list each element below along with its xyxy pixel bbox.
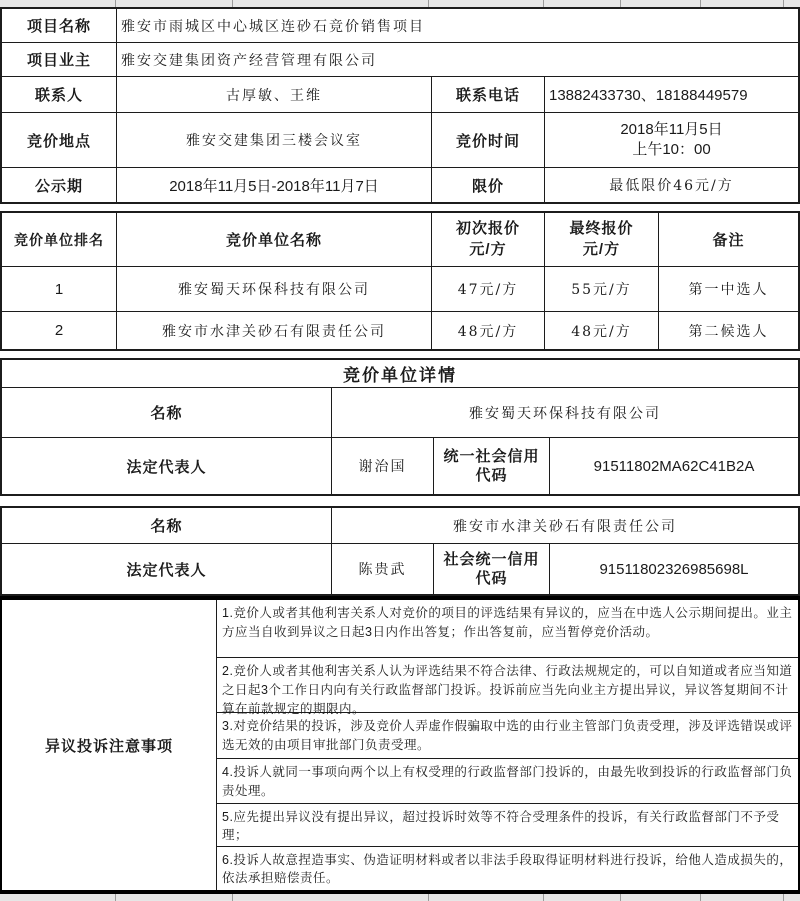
col-final-price-header bbox=[545, 213, 659, 266]
company-1-rep-row bbox=[2, 438, 798, 494]
company-2-rep-label: 法定代表人 bbox=[2, 544, 332, 594]
company-2-name-value: 雅安市水津关砂石有限责任公司 bbox=[453, 518, 677, 535]
spreadsheet-bottom-edge bbox=[0, 894, 800, 901]
limit-value: 最低限价46元/方 bbox=[609, 178, 734, 194]
gridline-tick bbox=[700, 894, 701, 901]
location-value: 雅安交建集团三楼会议室 bbox=[117, 113, 432, 167]
col-final-price-line2: 元/方 bbox=[582, 240, 621, 258]
spreadsheet-top-edge bbox=[0, 0, 800, 7]
bidder-details-table-1 bbox=[0, 358, 800, 496]
company-2-code-label: 社会统一信用代码 bbox=[434, 544, 550, 594]
notice-item-3: 3.对竞价结果的投诉，涉及竞价人弄虚作假骗取中选的由行业主管部门负责受理，涉及评选错误或评选无效的由项目审批部门负责受理。 bbox=[217, 713, 798, 759]
bidder-1-remark: 第一中选人 bbox=[688, 282, 769, 298]
publicity-limit-row bbox=[2, 168, 798, 202]
details-title-row bbox=[2, 360, 798, 388]
gridline-tick bbox=[428, 894, 429, 901]
bidder-2-final-price: 48元/方 bbox=[545, 312, 659, 349]
notice-item-5: 5.应先提出异议没有提出异议，超过投诉时效等不符合受理条件的投诉，有关行政监督部门不予受理； bbox=[217, 804, 798, 847]
col-name-header: 竞价单位名称 bbox=[117, 213, 432, 266]
col-first-price-line2: 元/方 bbox=[469, 240, 507, 258]
gridline-tick bbox=[783, 894, 784, 901]
project-name-value: 雅安市雨城区中心城区连砂石竞价销售项目 bbox=[121, 18, 425, 35]
gridline-tick bbox=[543, 0, 544, 7]
project-owner-row bbox=[2, 43, 798, 77]
contact-label: 联系人 bbox=[2, 77, 117, 112]
col-first-price-header bbox=[432, 213, 545, 266]
bidder-2-remark: 第二候选人 bbox=[688, 323, 769, 340]
project-info-table bbox=[0, 7, 800, 204]
company-1-name-label: 名称 bbox=[2, 388, 332, 437]
bidder-1-final-price: 55元/方 bbox=[545, 267, 659, 311]
gridline-tick bbox=[620, 894, 621, 901]
gridline-tick bbox=[115, 894, 116, 901]
company-2-name-label: 名称 bbox=[2, 508, 332, 543]
bidder-1-rank: 1 bbox=[2, 267, 117, 311]
limit-label: 限价 bbox=[432, 168, 545, 202]
gridline-tick bbox=[543, 894, 544, 901]
company-1-rep-value: 谢治国 bbox=[332, 438, 434, 494]
bidder-ranking-table bbox=[0, 211, 800, 351]
bidder-row-2 bbox=[2, 312, 798, 349]
notice-item-6: 6.投诉人故意捏造事实、伪造证明材料或者以非法手段取得证明材料进行投诉，给他人造成损失的，依法承担赔偿责任。 bbox=[222, 852, 793, 886]
time-hour: 上午10：00 bbox=[632, 141, 711, 158]
bidder-1-first-price: 47元/方 bbox=[432, 267, 545, 311]
time-value bbox=[545, 113, 798, 167]
company-2-code-value: 91511802326985698L bbox=[599, 560, 749, 578]
location-time-row bbox=[2, 113, 798, 168]
phone-value: 13882433730、18188449579 bbox=[549, 87, 748, 104]
notices-label: 异议投诉注意事项 bbox=[2, 600, 217, 890]
section-gap bbox=[0, 351, 800, 358]
bidder-2-name: 雅安市水津关砂石有限责任公司 bbox=[117, 312, 432, 349]
col-first-price-line1: 初次报价 bbox=[455, 220, 520, 238]
company-1-rep-label: 法定代表人 bbox=[2, 438, 332, 494]
gridline-tick bbox=[700, 0, 701, 7]
gridline-tick bbox=[428, 0, 429, 7]
bidder-2-rank: 2 bbox=[2, 312, 117, 349]
bidder-1-name: 雅安蜀天环保科技有限公司 bbox=[117, 267, 432, 311]
time-date: 2018年11月5日 bbox=[620, 120, 723, 138]
company-2-name-row bbox=[2, 508, 798, 544]
gridline-tick bbox=[232, 894, 233, 901]
time-label: 竞价时间 bbox=[432, 113, 545, 167]
col-remark-header: 备注 bbox=[712, 232, 745, 249]
company-2-rep-row bbox=[2, 544, 798, 594]
col-final-price-line1: 最终报价 bbox=[569, 220, 634, 238]
gridline-tick bbox=[115, 0, 116, 7]
publicity-label: 公示期 bbox=[2, 168, 117, 202]
notices-section bbox=[0, 596, 800, 894]
bidder-table-header-row bbox=[2, 213, 798, 267]
contact-row bbox=[2, 77, 798, 113]
col-rank-header: 竞价单位排名 bbox=[2, 213, 117, 266]
project-name-row bbox=[2, 9, 798, 43]
location-label: 竞价地点 bbox=[2, 113, 117, 167]
phone-label: 联系电话 bbox=[432, 77, 545, 112]
notices-body bbox=[217, 600, 798, 890]
notice-item-1: 1.竞价人或者其他利害关系人对竞价的项目的评选结果有异议的，应当在中选人公示期间提出。业主方应当自收到异议之日起3日内作出答复；作出答复前，应当暂停竞价活动。 bbox=[217, 600, 798, 658]
gridline-tick bbox=[783, 0, 784, 7]
section-gap bbox=[0, 204, 800, 211]
project-owner-value: 雅安交建集团资产经营管理有限公司 bbox=[121, 52, 377, 69]
company-1-name-row bbox=[2, 388, 798, 438]
contact-value: 古厚敏、王维 bbox=[117, 77, 432, 112]
publicity-value: 2018年11月5日-2018年11月7日 bbox=[117, 168, 432, 202]
bidder-details-table-2 bbox=[0, 506, 800, 596]
bidder-row-1 bbox=[2, 267, 798, 312]
notice-item-2: 2.竞价人或者其他利害关系人认为评选结果不符合法律、行政法规规定的，可以自知道或者应当知道之日起3个工作日内向有关行政监督部门投诉。投诉前应当先向业主方提出异议，异议答复期间不计算在前款规定的期限内。 bbox=[217, 658, 798, 713]
details-title: 竞价单位详情 bbox=[343, 366, 457, 385]
notice-item-4: 4.投诉人就同一事项向两个以上有权受理的行政监督部门投诉的，由最先收到投诉的行政监督部门负责处理。 bbox=[217, 759, 798, 804]
bidder-2-first-price: 48元/方 bbox=[432, 312, 545, 349]
section-gap bbox=[0, 496, 800, 506]
company-1-name-value: 雅安蜀天环保科技有限公司 bbox=[469, 405, 661, 422]
project-owner-label: 项目业主 bbox=[2, 43, 117, 76]
gridline-tick bbox=[620, 0, 621, 7]
gridline-tick bbox=[232, 0, 233, 7]
company-2-rep-value: 陈贵武 bbox=[332, 544, 434, 594]
company-1-code-label: 统一社会信用代码 bbox=[434, 438, 550, 494]
project-name-label: 项目名称 bbox=[2, 9, 117, 42]
company-1-code-value: 91511802MA62C41B2A bbox=[593, 457, 755, 475]
